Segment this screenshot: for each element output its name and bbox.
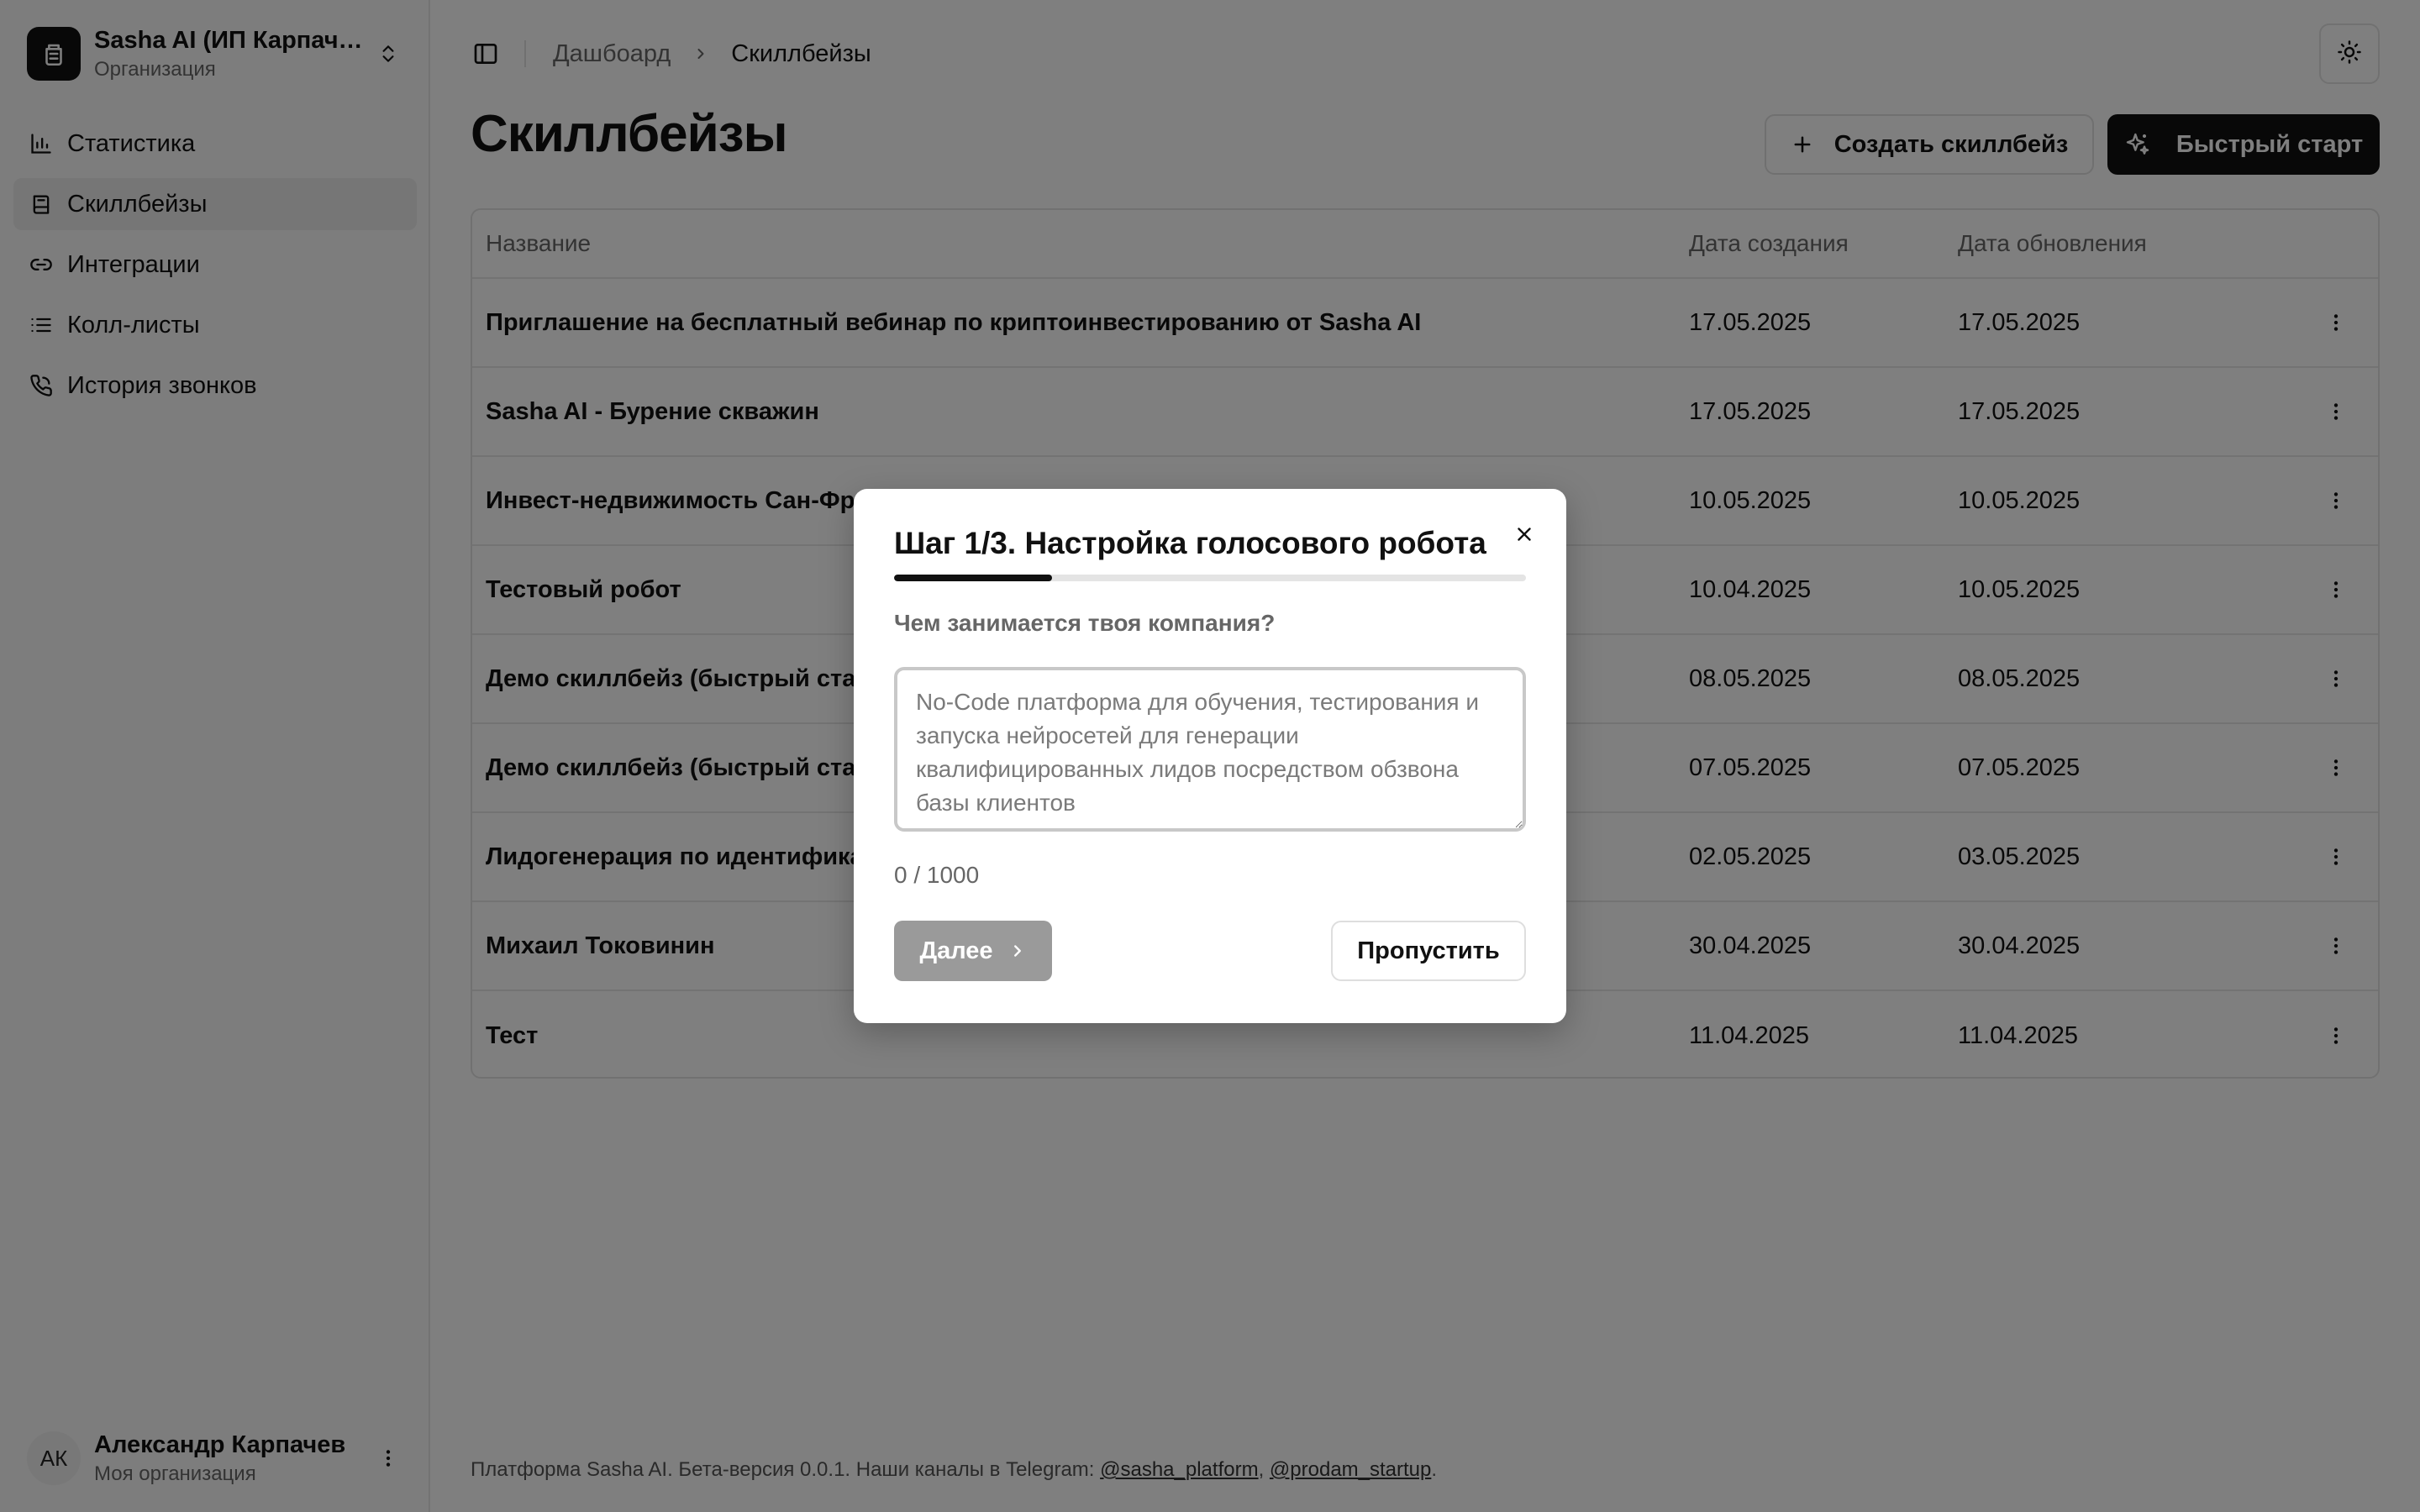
chevron-right-icon (1008, 942, 1027, 960)
next-button[interactable] (894, 921, 1052, 981)
dialog-title: Шаг 1/3. Настройка голосового робота (894, 526, 1486, 560)
skip-button[interactable]: Пропустить (1331, 921, 1526, 981)
close-icon[interactable] (1507, 517, 1541, 551)
step-progress-bar (894, 575, 1526, 581)
step-progress-fill (894, 575, 1052, 581)
question-label: Чем занимается твоя компания? (894, 610, 1276, 636)
setup-dialog (854, 489, 1566, 1023)
next-button-label: Далее (919, 937, 993, 964)
character-counter: 0 / 1000 (894, 862, 980, 888)
company-description-input[interactable] (894, 667, 1526, 832)
